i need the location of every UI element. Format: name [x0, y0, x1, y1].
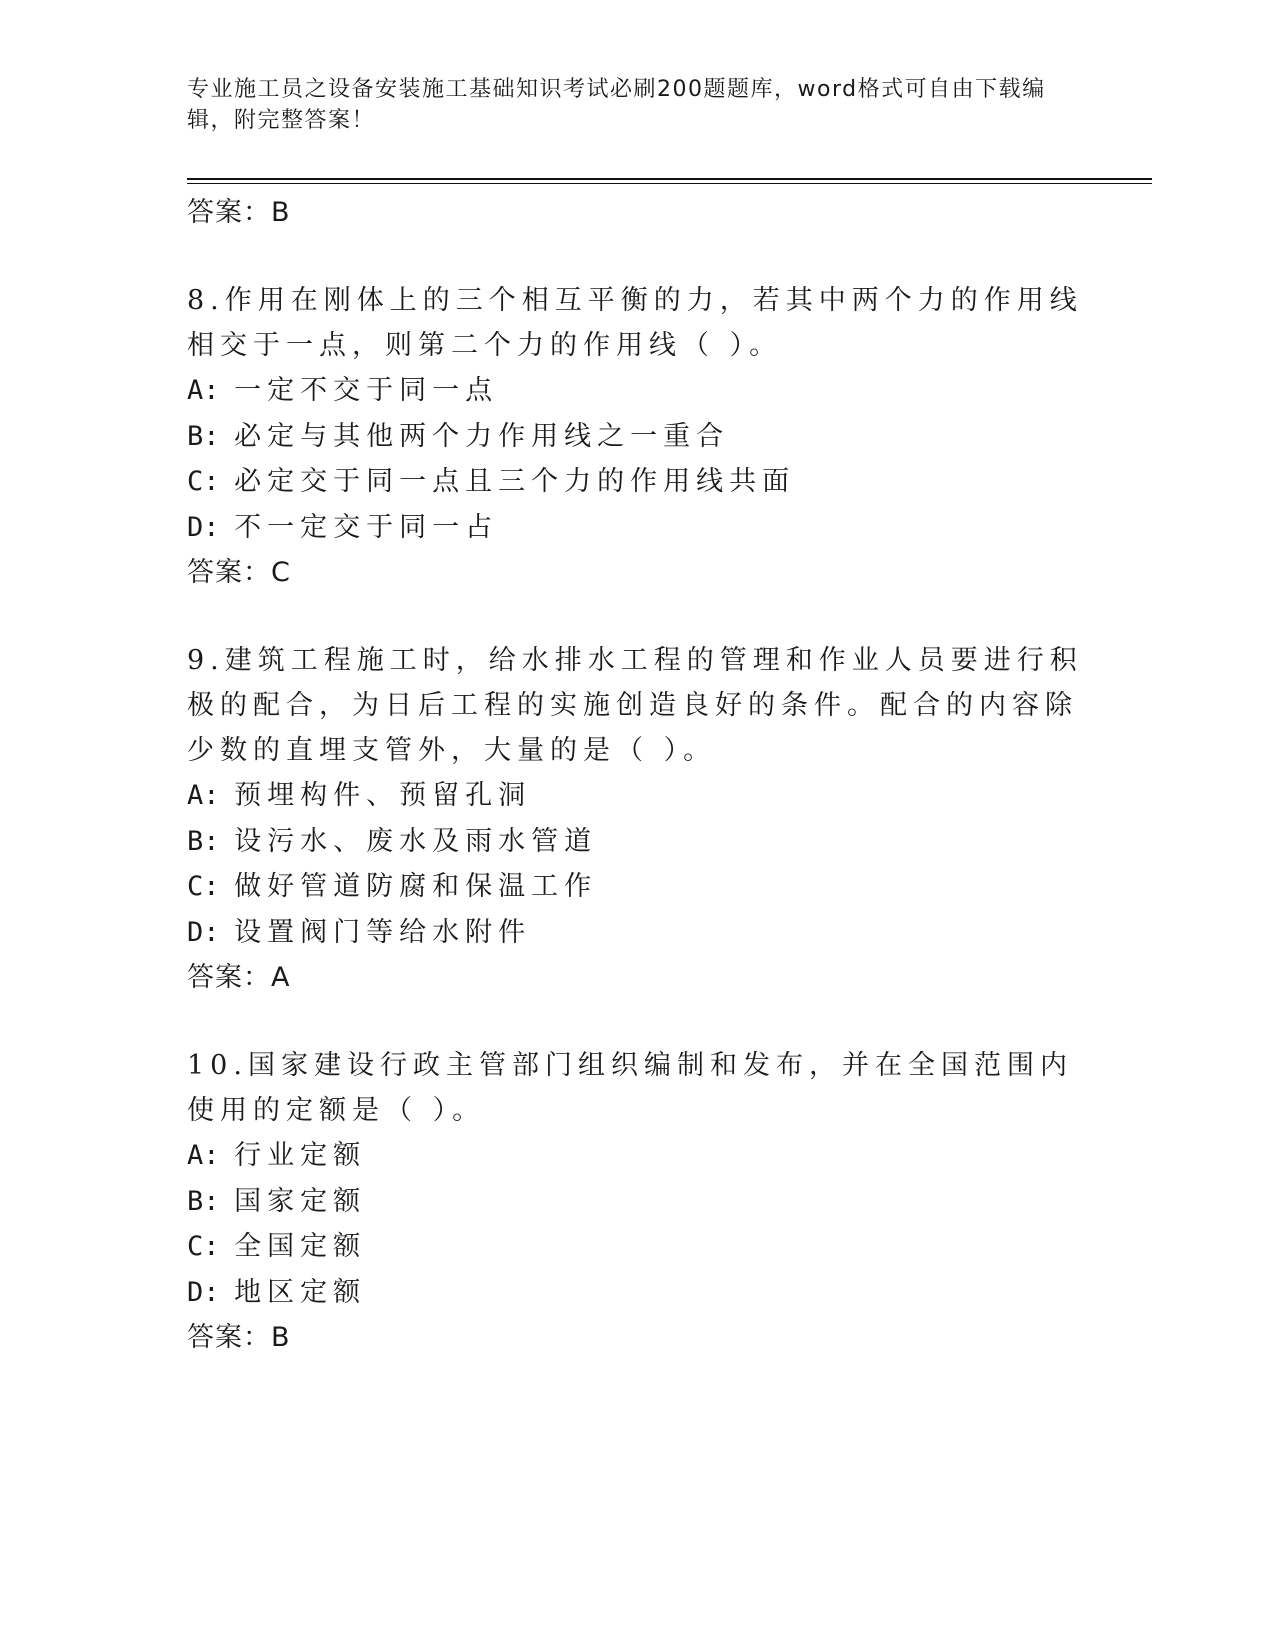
- question-text: 10.国家建设行政主管部门组织编制和发布，并在全国范围内使用的定额是（ ）。: [187, 1050, 1073, 1126]
- option-text: 做好管道防腐和保温工作: [234, 871, 598, 902]
- option-text: 不一定交于同一占: [234, 511, 499, 543]
- answer: 答案：A: [187, 962, 291, 993]
- option-c: [187, 864, 1087, 910]
- option-letter: D:: [187, 1276, 220, 1308]
- option-text: 全国定额: [234, 1231, 367, 1262]
- option-text: 国家定额: [234, 1185, 367, 1217]
- option-b: [187, 819, 1087, 865]
- option-text: 必定交于同一点且三个力的作用线共面: [234, 466, 796, 497]
- option-a: [187, 1133, 1087, 1179]
- option-letter: C:: [187, 871, 220, 902]
- option-b: [187, 1179, 1087, 1225]
- option-d: [187, 505, 1087, 551]
- question-9: [187, 638, 1087, 1001]
- option-letter: A:: [187, 1140, 220, 1171]
- option-text: 一定不交于同一点: [234, 375, 499, 406]
- document-header: 专业施工员之设备安装施工基础知识考试必刷200题题库，word格式可自由下载编辑，附完整答案！: [187, 77, 1046, 133]
- header-divider-thin: [187, 183, 1152, 184]
- previous-answer: 答案：B: [187, 197, 291, 228]
- option-letter: B:: [187, 420, 220, 452]
- option-text: 预埋构件、预留孔洞: [234, 780, 532, 811]
- question-8: [187, 278, 1087, 596]
- option-letter: A:: [187, 780, 220, 811]
- option-text: 地区定额: [234, 1276, 367, 1308]
- answer: 答案：C: [187, 557, 291, 588]
- option-a: [187, 773, 1087, 819]
- option-d: [187, 1270, 1087, 1316]
- header-divider: [187, 178, 1152, 180]
- question-list: [187, 190, 1087, 1361]
- option-text: 设污水、废水及雨水管道: [234, 825, 598, 857]
- option-text: 行业定额: [234, 1140, 367, 1171]
- option-c: [187, 1224, 1087, 1270]
- option-letter: C:: [187, 466, 220, 497]
- question-text: 9.建筑工程施工时，给水排水工程的管理和作业人员要进行积极的配合，为日后工程的实施创造良好的条件。配合的内容除少数的直埋支管外，大量的是（ ）。: [187, 645, 1083, 766]
- option-letter: C:: [187, 1231, 220, 1262]
- option-letter: A:: [187, 375, 220, 406]
- question-10: [187, 1043, 1087, 1361]
- option-letter: D:: [187, 916, 220, 948]
- option-letter: B:: [187, 825, 220, 857]
- question-text: 8.作用在刚体上的三个相互平衡的力，若其中两个力的作用线相交于一点，则第二个力的作用线（ ）。: [187, 285, 1083, 361]
- option-letter: D:: [187, 511, 220, 543]
- option-text: 必定与其他两个力作用线之一重合: [234, 420, 730, 452]
- option-c: [187, 459, 1087, 505]
- option-d: [187, 910, 1087, 956]
- answer: 答案：B: [187, 1322, 291, 1353]
- option-text: 设置阀门等给水附件: [234, 916, 532, 948]
- option-b: [187, 414, 1087, 460]
- option-a: [187, 368, 1087, 414]
- option-letter: B:: [187, 1185, 220, 1217]
